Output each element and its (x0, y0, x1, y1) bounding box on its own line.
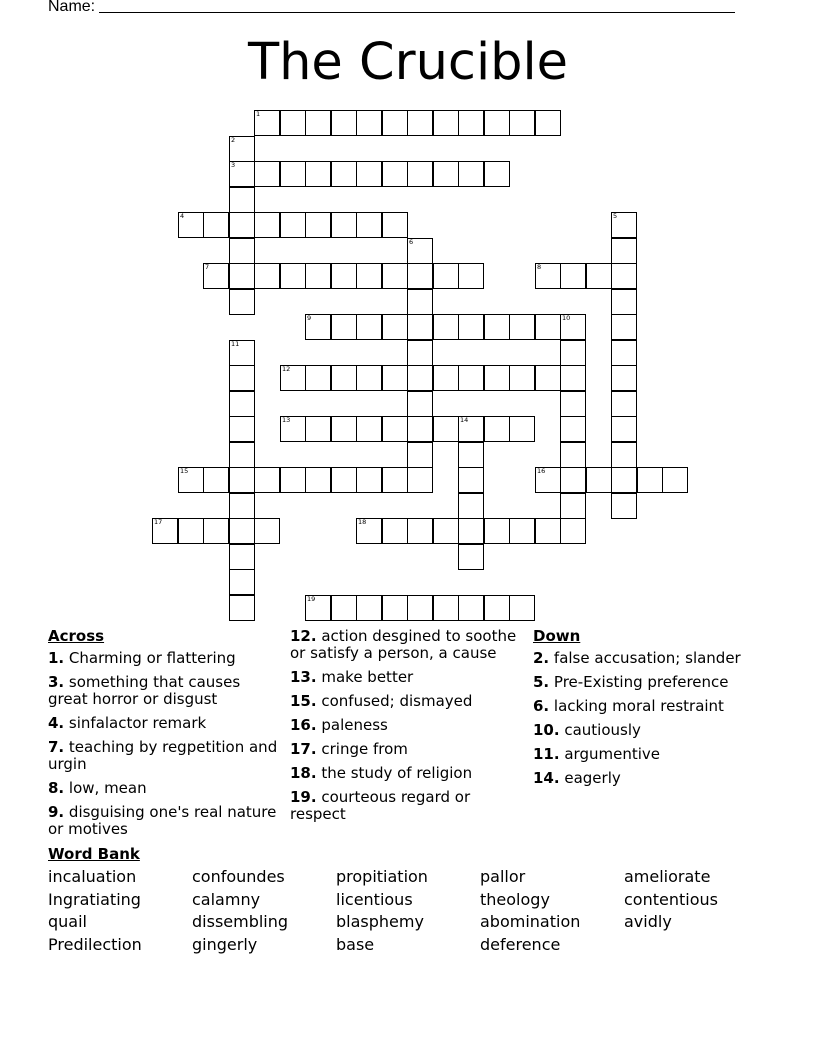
clue-number: 4 (180, 212, 185, 220)
grid-cell[interactable] (458, 314, 484, 340)
grid-cell[interactable] (407, 110, 433, 136)
clue-number-label: 5. (533, 673, 550, 691)
clue-text: cautiously (564, 721, 641, 739)
grid-cell[interactable] (229, 212, 255, 238)
grid-cell[interactable] (407, 340, 433, 366)
grid-cell[interactable] (152, 518, 178, 544)
grid-cell[interactable] (458, 110, 484, 136)
clue-item (48, 804, 283, 838)
word-bank-item: licentious (336, 889, 413, 909)
word-bank-item: propitiation (336, 867, 428, 886)
grid-cell[interactable] (229, 263, 255, 289)
word-bank-item: calamny (192, 889, 261, 909)
grid-cell[interactable] (305, 161, 331, 187)
clue-number-label: 18. (290, 764, 317, 782)
word-bank-item: theology (480, 889, 550, 909)
clue-number: 7 (205, 263, 210, 271)
clue-number-label: 9. (48, 803, 65, 821)
clue-item (290, 717, 520, 734)
grid-cell[interactable] (535, 518, 561, 544)
clue-number-label: 17. (290, 740, 317, 758)
grid-cell[interactable] (637, 467, 663, 493)
grid-cell[interactable] (356, 467, 382, 493)
grid-cell[interactable] (509, 314, 535, 340)
grid-cell[interactable] (433, 518, 459, 544)
grid-cell[interactable] (229, 569, 255, 595)
clue-number-label: 1. (48, 649, 65, 667)
word-bank-item: Predilection (48, 934, 142, 954)
grid-cell[interactable] (356, 416, 382, 442)
grid-cell[interactable] (356, 365, 382, 391)
grid-cell[interactable] (331, 161, 357, 187)
word-bank-item: incaluation (48, 867, 137, 886)
grid-cell[interactable] (331, 263, 357, 289)
grid-cell[interactable] (331, 314, 357, 340)
grid-cell[interactable] (356, 161, 382, 187)
grid-cell[interactable] (484, 518, 510, 544)
word-bank-item: pallor (480, 867, 526, 886)
across-heading: Across (48, 627, 105, 645)
clue-text: paleness (321, 716, 388, 734)
grid-cell[interactable] (229, 416, 255, 442)
grid-cell[interactable] (254, 467, 280, 493)
clue-number: 12 (282, 365, 291, 373)
grid-cell[interactable] (331, 595, 357, 621)
grid-cell[interactable] (535, 467, 561, 493)
down-heading: Down (533, 627, 581, 645)
clue-number: 3 (231, 161, 236, 169)
grid-cell[interactable] (611, 289, 637, 315)
clue-text: teaching by regpetition and urgin (48, 738, 278, 773)
clue-number-label: 2. (533, 649, 550, 667)
grid-cell[interactable] (611, 467, 637, 493)
clue-number: 14 (460, 416, 469, 424)
grid-cell[interactable] (458, 365, 484, 391)
grid-cell[interactable] (407, 289, 433, 315)
clue-text: Charming or flattering (68, 649, 236, 667)
grid-cell[interactable] (229, 518, 255, 544)
grid-cell[interactable] (509, 110, 535, 136)
clue-number: 2 (231, 136, 236, 144)
grid-cell[interactable] (484, 110, 510, 136)
grid-cell[interactable] (407, 391, 433, 417)
clue-number: 18 (358, 518, 367, 526)
grid-cell[interactable] (382, 212, 408, 238)
grid-cell[interactable] (433, 365, 459, 391)
grid-cell[interactable] (407, 442, 433, 468)
word-bank-item: dissembling (192, 912, 289, 931)
name-label: Name: (48, 0, 96, 15)
word-bank-item: avidly (624, 912, 672, 931)
grid-cell[interactable] (611, 493, 637, 519)
grid-cell[interactable] (203, 263, 229, 289)
grid-cell[interactable] (433, 595, 459, 621)
grid-cell[interactable] (509, 416, 535, 442)
grid-cell[interactable] (229, 289, 255, 315)
grid-cell[interactable] (229, 595, 255, 621)
clue-number-label: 19. (290, 788, 317, 806)
grid-cell[interactable] (458, 595, 484, 621)
grid-cell[interactable] (305, 416, 331, 442)
grid-cell[interactable] (229, 493, 255, 519)
word-bank-item: gingerly (192, 934, 258, 954)
grid-cell[interactable] (229, 340, 255, 366)
clue-item (290, 789, 520, 823)
grid-cell[interactable] (203, 212, 229, 238)
grid-cell[interactable] (356, 518, 382, 544)
grid-cell[interactable] (407, 238, 433, 264)
grid-cell[interactable] (484, 314, 510, 340)
grid-cell[interactable] (229, 467, 255, 493)
word-bank-item: quail (48, 912, 87, 931)
clue-item (290, 765, 520, 782)
clue-text: low, mean (68, 779, 147, 797)
grid-cell[interactable] (458, 467, 484, 493)
clue-text: courteous regard or respect (290, 788, 471, 823)
grid-cell[interactable] (280, 161, 306, 187)
grid-cell[interactable] (254, 263, 280, 289)
grid-cell[interactable] (509, 518, 535, 544)
grid-cell[interactable] (382, 161, 408, 187)
clue-number: 15 (180, 467, 189, 475)
grid-cell[interactable] (382, 416, 408, 442)
grid-cell[interactable] (586, 263, 612, 289)
grid-cell[interactable] (433, 110, 459, 136)
word-bank-item: confoundes (192, 867, 285, 886)
grid-cell[interactable] (331, 365, 357, 391)
clue-item (533, 746, 773, 763)
clue-item (290, 741, 520, 758)
grid-cell[interactable] (560, 314, 586, 340)
grid-cell[interactable] (356, 595, 382, 621)
word-bank-item: base (336, 934, 375, 954)
clue-number: 9 (307, 314, 312, 322)
grid-cell[interactable] (305, 110, 331, 136)
clue-number-label: 10. (533, 721, 560, 739)
clue-number: 10 (562, 314, 571, 322)
grid-cell[interactable] (254, 518, 280, 544)
clue-number: 8 (537, 263, 542, 271)
grid-cell[interactable] (280, 212, 306, 238)
grid-cell[interactable] (611, 263, 637, 289)
grid-cell[interactable] (560, 442, 586, 468)
word-bank-heading: Word Bank (48, 845, 140, 863)
word-bank (48, 845, 788, 954)
clue-number-label: 11. (533, 745, 560, 763)
word-bank-item: Ingratiating (48, 889, 141, 909)
across-clues (48, 628, 283, 845)
grid-cell[interactable] (484, 365, 510, 391)
clue-number: 13 (282, 416, 291, 424)
grid-cell[interactable] (305, 263, 331, 289)
grid-cell[interactable] (458, 442, 484, 468)
clue-number-label: 7. (48, 738, 65, 756)
grid-cell[interactable] (280, 365, 306, 391)
clue-number-label: 12. (290, 627, 317, 645)
grid-cell[interactable] (229, 187, 255, 213)
grid-cell[interactable] (331, 110, 357, 136)
grid-cell[interactable] (560, 391, 586, 417)
grid-cell[interactable] (382, 365, 408, 391)
grid-cell[interactable] (535, 365, 561, 391)
clue-number-label: 15. (290, 692, 317, 710)
clue-number: 11 (231, 340, 240, 348)
clue-item (48, 674, 283, 708)
grid-cell[interactable] (178, 212, 204, 238)
grid-cell[interactable] (229, 442, 255, 468)
clue-item (290, 628, 520, 662)
grid-cell[interactable] (433, 161, 459, 187)
clue-number-label: 14. (533, 769, 560, 787)
grid-cell[interactable] (458, 544, 484, 570)
grid-cell[interactable] (382, 263, 408, 289)
grid-cell[interactable] (254, 161, 280, 187)
grid-cell[interactable] (535, 263, 561, 289)
word-bank-item: ameliorate (624, 867, 711, 886)
clue-text: action desgined to soothe or satisfy a person, a cause (290, 627, 517, 662)
grid-cell[interactable] (535, 110, 561, 136)
down-clues (533, 628, 773, 794)
clue-item (48, 739, 283, 773)
grid-cell[interactable] (229, 365, 255, 391)
grid-cell[interactable] (407, 365, 433, 391)
clue-item (533, 650, 773, 667)
grid-cell[interactable] (611, 340, 637, 366)
grid-cell[interactable] (611, 442, 637, 468)
grid-cell[interactable] (560, 340, 586, 366)
clue-text: make better (321, 668, 414, 686)
clue-number-label: 16. (290, 716, 317, 734)
grid-cell[interactable] (407, 595, 433, 621)
clue-number: 6 (409, 238, 414, 246)
grid-cell[interactable] (229, 136, 255, 162)
clue-item (533, 674, 773, 691)
grid-cell[interactable] (254, 212, 280, 238)
grid-cell[interactable] (586, 467, 612, 493)
grid-cell[interactable] (305, 365, 331, 391)
clue-text: cringe from (321, 740, 408, 758)
grid-cell[interactable] (484, 416, 510, 442)
clue-item (533, 722, 773, 739)
grid-cell[interactable] (280, 416, 306, 442)
grid-cell[interactable] (458, 493, 484, 519)
clue-item (533, 698, 773, 715)
grid-cell[interactable] (280, 110, 306, 136)
grid-cell[interactable] (509, 365, 535, 391)
grid-cell[interactable] (203, 518, 229, 544)
page-title: The Crucible (247, 33, 569, 92)
grid-cell[interactable] (407, 263, 433, 289)
clue-number: 5 (613, 212, 618, 220)
grid-cell[interactable] (407, 161, 433, 187)
grid-cell[interactable] (433, 263, 459, 289)
grid-cell[interactable] (382, 314, 408, 340)
clue-number-label: 3. (48, 673, 65, 691)
grid-cell[interactable] (305, 212, 331, 238)
clue-text: the study of religion (321, 764, 473, 782)
grid-cell[interactable] (178, 467, 204, 493)
grid-cell[interactable] (229, 544, 255, 570)
grid-cell[interactable] (509, 595, 535, 621)
clue-item (48, 780, 283, 797)
grid-cell[interactable] (331, 416, 357, 442)
clue-text: disguising one's real nature or motives (48, 803, 277, 838)
word-bank-item: blasphemy (336, 912, 424, 931)
grid-cell[interactable] (611, 391, 637, 417)
clue-text: lacking moral restraint (553, 697, 724, 715)
clue-text: Pre-Existing preference (553, 673, 729, 691)
grid-cell[interactable] (560, 263, 586, 289)
clue-text: sinfalactor remark (68, 714, 207, 732)
grid-cell[interactable] (229, 391, 255, 417)
clue-item (48, 650, 283, 667)
grid-cell[interactable] (331, 467, 357, 493)
grid-cell[interactable] (611, 238, 637, 264)
grid-cell[interactable] (611, 314, 637, 340)
grid-cell[interactable] (611, 365, 637, 391)
grid-cell[interactable] (407, 518, 433, 544)
grid-cell[interactable] (407, 467, 433, 493)
clue-number-label: 4. (48, 714, 65, 732)
grid-cell[interactable] (407, 416, 433, 442)
grid-cell[interactable] (484, 161, 510, 187)
grid-cell[interactable] (356, 263, 382, 289)
grid-cell[interactable] (229, 238, 255, 264)
grid-cell[interactable] (458, 416, 484, 442)
grid-cell[interactable] (305, 467, 331, 493)
clue-text: false accusation; slander (553, 649, 741, 667)
grid-cell[interactable] (229, 161, 255, 187)
grid-cell[interactable] (433, 314, 459, 340)
clue-number-label: 8. (48, 779, 65, 797)
grid-cell[interactable] (484, 595, 510, 621)
word-bank-item: abomination (480, 912, 581, 931)
grid-cell[interactable] (305, 314, 331, 340)
grid-cell[interactable] (560, 493, 586, 519)
grid-cell[interactable] (433, 416, 459, 442)
clue-item (290, 669, 520, 686)
clue-text: confused; dismayed (321, 692, 473, 710)
grid-cell[interactable] (535, 314, 561, 340)
grid-cell[interactable] (662, 467, 688, 493)
clue-number: 17 (154, 518, 163, 526)
clue-item (48, 715, 283, 732)
grid-cell[interactable] (560, 365, 586, 391)
grid-cell[interactable] (560, 518, 586, 544)
grid-cell[interactable] (356, 110, 382, 136)
grid-cell[interactable] (382, 518, 408, 544)
clue-number-label: 13. (290, 668, 317, 686)
grid-cell[interactable] (382, 110, 408, 136)
grid-cell[interactable] (458, 161, 484, 187)
clue-text: something that causes great horror or disgust (48, 673, 241, 708)
grid-cell[interactable] (382, 467, 408, 493)
grid-cell[interactable] (178, 518, 204, 544)
grid-cell[interactable] (407, 314, 433, 340)
word-bank-item: contentious (624, 889, 718, 909)
grid-cell[interactable] (280, 263, 306, 289)
clue-text: argumentive (564, 745, 660, 763)
grid-cell[interactable] (560, 416, 586, 442)
grid-cell[interactable] (305, 595, 331, 621)
grid-cell[interactable] (254, 110, 280, 136)
grid-cell[interactable] (356, 212, 382, 238)
clue-number-label: 6. (533, 697, 550, 715)
across-clues-continued (290, 628, 520, 830)
grid-cell[interactable] (458, 518, 484, 544)
clue-text: eagerly (564, 769, 621, 787)
grid-cell[interactable] (611, 416, 637, 442)
clue-number: 19 (307, 595, 316, 603)
grid-cell[interactable] (280, 467, 306, 493)
clue-item (533, 770, 773, 787)
grid-cell[interactable] (560, 467, 586, 493)
grid-cell[interactable] (356, 314, 382, 340)
grid-cell[interactable] (382, 595, 408, 621)
word-bank-item: deference (480, 934, 561, 954)
grid-cell[interactable] (458, 263, 484, 289)
clue-number: 1 (256, 110, 261, 118)
grid-cell[interactable] (203, 467, 229, 493)
grid-cell[interactable] (611, 212, 637, 238)
clue-item (290, 693, 520, 710)
clue-number: 16 (537, 467, 546, 475)
grid-cell[interactable] (331, 212, 357, 238)
